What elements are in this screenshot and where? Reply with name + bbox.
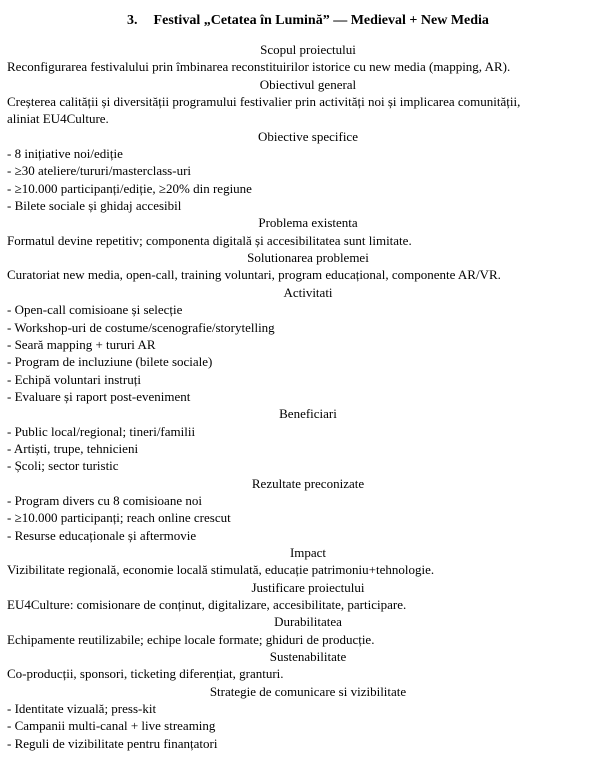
bullet-line: - Campanii multi-canal + live streaming — [7, 718, 216, 734]
paragraph-line: Vizibilitate regională, economie locală stimulată, educație patrimoniu+tehnologie. — [7, 562, 435, 578]
section-heading: Rezultate preconizate — [251, 475, 365, 491]
bullet-line: - Public local/regional; tineri/familii — [7, 423, 196, 439]
bullet-line: - 8 inițiative noi/ediție — [7, 146, 123, 162]
bullet-line: - Echipă voluntari instruți — [7, 371, 141, 387]
paragraph-line: Creșterea calității și diversității programului festivalier prin activități noi și implicarea comunității, — [7, 94, 521, 110]
bullet-line: - Școli; sector turistic — [7, 458, 119, 474]
bullet-line: - Artiști, trupe, tehnicieni — [7, 440, 139, 456]
title-number: 3. — [127, 13, 138, 28]
section-heading: Activitati — [283, 284, 333, 300]
bullet-line: - ≥10.000 participanți; reach online crescut — [7, 510, 231, 526]
bullet-line: - Seară mapping + tururi AR — [7, 336, 156, 352]
bullet-line: - Reguli de vizibilitate pentru finanțatori — [7, 735, 218, 751]
section-heading: Durabilitatea — [274, 614, 342, 630]
bullet-line: - ≥30 ateliere/tururi/masterclass-uri — [7, 163, 192, 179]
section-heading: Obiectivul general — [259, 76, 357, 92]
paragraph-line: Formatul devine repetitiv; componenta digitală și accesibilitatea sunt limitate. — [7, 232, 412, 248]
paragraph-line: Co-producții, sponsori, ticketing diferențiat, granturi. — [7, 666, 284, 682]
bullet-line: - ≥10.000 participanți/ediție, ≥20% din regiune — [7, 180, 252, 196]
bullet-line: - Bilete sociale și ghidaj accesibil — [7, 198, 182, 214]
bullet-line: - Open-call comisioane și selecție — [7, 302, 183, 318]
paragraph-line: Curatoriat new media, open-call, training voluntari, program educațional, componente AR/VR. — [7, 267, 501, 283]
paragraph-line: Reconfigurarea festivalului prin îmbinarea reconstituirilor istorice cu new media (mapping, AR). — [7, 59, 511, 75]
section-heading: Sustenabilitate — [269, 649, 347, 665]
bullet-line: - Workshop-uri de costume/scenografie/storytelling — [7, 319, 275, 335]
document-body — [0, 41, 616, 752]
section-heading: Solutionarea problemei — [247, 250, 369, 266]
section-heading: Strategie de comunicare si vizibilitate — [209, 683, 407, 699]
bullet-line: - Evaluare și raport post-eveniment — [7, 388, 191, 404]
section-heading: Scopul proiectului — [260, 42, 356, 57]
bullet-line: - Resurse educaționale și aftermovie — [7, 527, 197, 543]
section-heading: Impact — [289, 544, 327, 560]
paragraph-line: aliniat EU4Culture. — [7, 111, 109, 127]
section-heading: Problema existenta — [258, 215, 358, 231]
bullet-line: - Program de incluziune (bilete sociale) — [7, 354, 213, 370]
section-heading: Justificare proiectului — [251, 579, 365, 595]
section-heading: Obiective specifice — [258, 128, 358, 144]
bullet-line: - Identitate vizuală; press-kit — [7, 701, 157, 717]
section-heading: Beneficiari — [279, 406, 337, 422]
title-text: Festival „Cetatea în Lumină” — Medieval + New Media — [153, 13, 489, 28]
paragraph-line: Echipamente reutilizabile; echipe locale formate; ghiduri de producție. — [7, 631, 375, 647]
bullet-line: - Program divers cu 8 comisioane noi — [7, 492, 202, 508]
document-title — [0, 12, 616, 30]
paragraph-line: EU4Culture: comisionare de conținut, digitalizare, accesibilitate, participare. — [7, 597, 407, 612]
